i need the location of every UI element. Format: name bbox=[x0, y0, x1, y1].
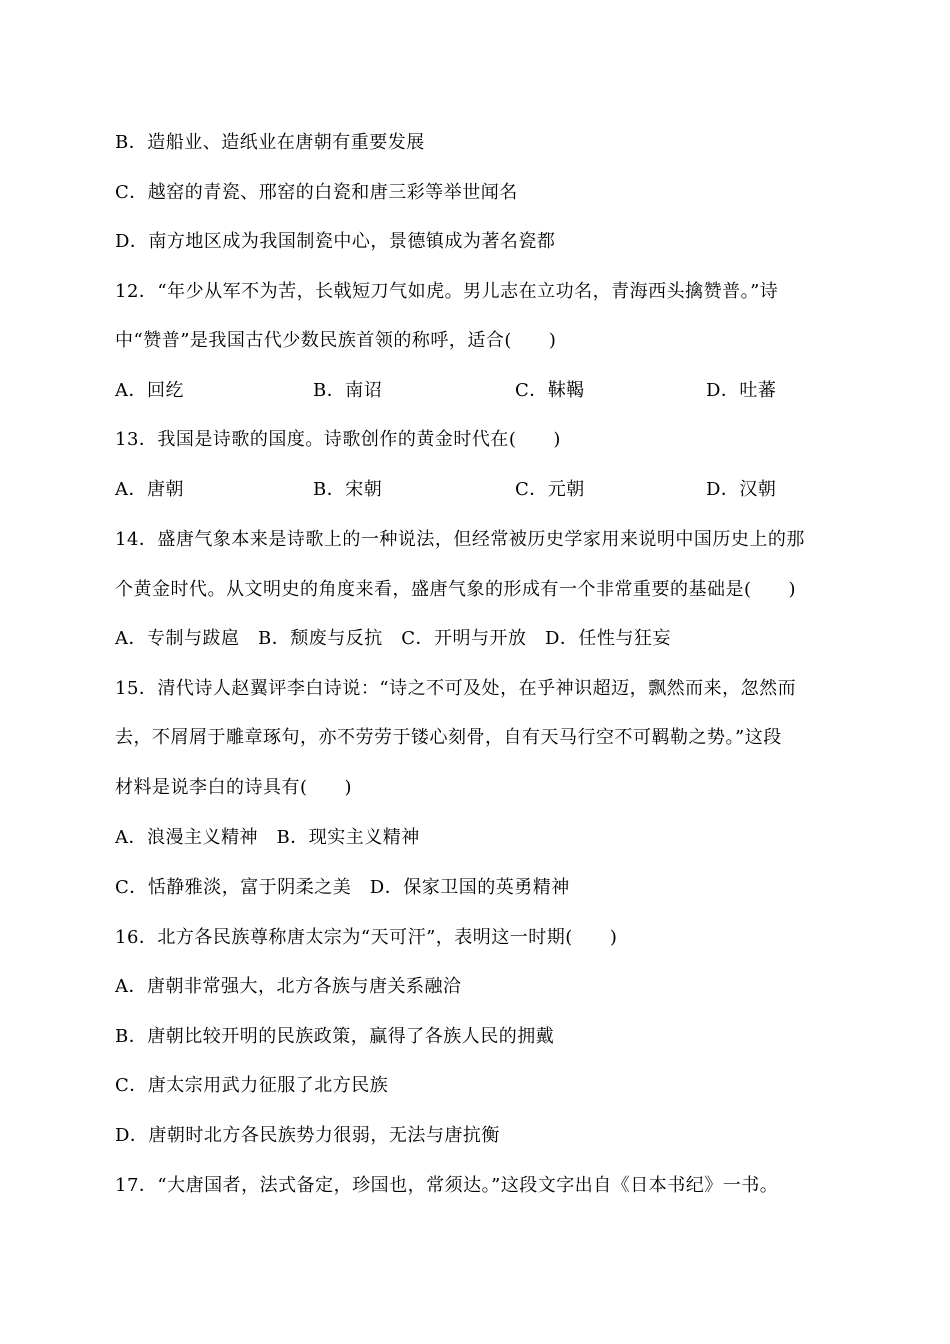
question-12-line-2: 中“赞普”是我国古代少数民族首领的称呼，适合( ) bbox=[115, 330, 557, 351]
question-15-options-2: C．恬静雅淡，富于阴柔之美 D．保家卫国的英勇精神 bbox=[115, 877, 570, 898]
question-17: 17．“大唐国者，法式备定，珍国也，常须达。”这段文字出自《日本书纪》一书。 bbox=[115, 1175, 779, 1196]
option-line: B．造船业、造纸业在唐朝有重要发展 bbox=[115, 132, 425, 153]
option-a: A．唐朝 bbox=[115, 479, 184, 500]
option-d: D．吐蕃 bbox=[706, 380, 777, 401]
question-14-line-2: 个黄金时代。从文明史的角度来看，盛唐气象的形成有一个非常重要的基础是( ) bbox=[115, 579, 797, 600]
question-15-line-1: 15．清代诗人赵翼评李白诗说：“诗之不可及处，在乎神识超迈，飘然而来，忽然而 bbox=[115, 678, 797, 699]
option-line: C．越窑的青瓷、邢窑的白瓷和唐三彩等举世闻名 bbox=[115, 182, 518, 203]
option-b: B．宋朝 bbox=[313, 479, 383, 500]
question-16: 16．北方各民族尊称唐太宗为“天可汗”，表明这一时期( ) bbox=[115, 927, 618, 948]
option-d: D．唐朝时北方各民族势力很弱，无法与唐抗衡 bbox=[115, 1125, 500, 1146]
option-b: B．唐朝比较开明的民族政策，赢得了各族人民的拥戴 bbox=[115, 1026, 555, 1047]
question-14-options: A．专制与跋扈 B．颓废与反抗 C．开明与开放 D．任性与狂妄 bbox=[115, 628, 671, 649]
option-c: C．唐太宗用武力征服了北方民族 bbox=[115, 1075, 389, 1096]
question-14-line-1: 14．盛唐气象本来是诗歌上的一种说法，但经常被历史学家用来说明中国历史上的那 bbox=[115, 529, 805, 550]
option-a: A．唐朝非常强大，北方各族与唐关系融洽 bbox=[115, 976, 462, 997]
option-a: A．回纥 bbox=[115, 380, 184, 401]
question-15-line-2: 去，不屑屑于雕章琢句，亦不劳劳于镂心刻骨，自有天马行空不可羁勒之势。”这段 bbox=[115, 727, 782, 748]
option-c: C．靺鞨 bbox=[515, 380, 585, 401]
question-13: 13．我国是诗歌的国度。诗歌创作的黄金时代在( ) bbox=[115, 429, 561, 450]
question-12-line-1: 12．“年少从军不为苦，长戟短刀气如虎。男儿志在立功名，青海西头擒赞普。”诗 bbox=[115, 281, 779, 302]
option-b: B．南诏 bbox=[313, 380, 383, 401]
question-15-options-1: A．浪漫主义精神 B．现实主义精神 bbox=[115, 827, 420, 848]
option-c: C．元朝 bbox=[515, 479, 585, 500]
option-line: D．南方地区成为我国制瓷中心，景德镇成为著名瓷都 bbox=[115, 231, 556, 252]
option-d: D．汉朝 bbox=[706, 479, 777, 500]
question-15-line-3: 材料是说李白的诗具有( ) bbox=[115, 777, 353, 798]
